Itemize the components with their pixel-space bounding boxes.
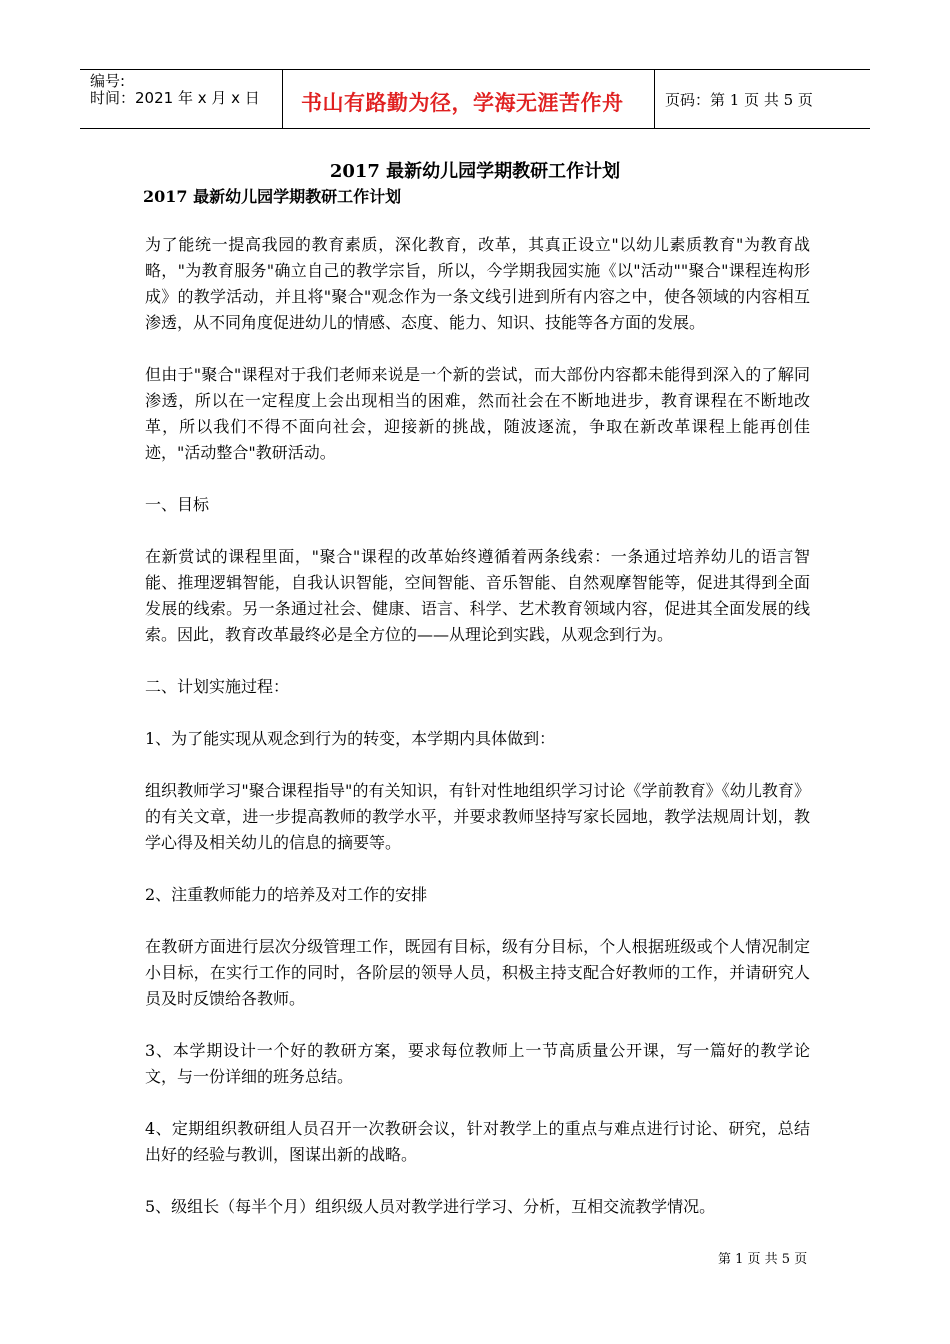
document-time-label: 时间：2021 年 x 月 x 日	[90, 89, 260, 107]
list-item: 2、注重教师能力的培养及对工作的安排	[145, 885, 428, 904]
body-paragraph: 但由于"聚合"课程对于我们老师来说是一个新的尝试，而大部份内容都未能得到深入的了解同渗透，所以在一定程度上会出现相当的困难，然而社会在不断地进步，教育课程在不断地改革，所以我们不得不面向社会，迎接新的挑战，随波逐流，争取在新改革课程上能再创佳迹，"活动整合"教研活动。	[145, 365, 810, 462]
list-item: 4、定期组织教研组人员召开一次教研会议，针对教学上的重点与难点进行讨论、研究，总结出好的经验与教训，图谋出新的战略。	[145, 1119, 810, 1164]
body-paragraph: 在教研方面进行层次分级管理工作，既园有目标，级有分目标，个人根据班级或个人情况制定小目标，在实行工作的同时，各阶层的领导人员，积极主持支配合好教师的工作，并请研究人员及时反馈给各教师。	[145, 937, 810, 1008]
body-paragraph: 在新赏试的课程里面，"聚合"课程的改革始终遵循着两条线索：一条通过培养幼儿的语言智能、推理逻辑智能，自我认识智能，空间智能、音乐智能、自然观摩智能等，促进其得到全面发展的线索。另一条通过社会、健康、语言、科学、艺术教育领域内容，促进其全面发展的线索。因此，教育改革最终必是全方位的——从理论到实践，从观念到行为。	[145, 547, 810, 644]
body-paragraph: 为了能统一提高我园的教育素质，深化教育，改革，其真正设立"以幼儿素质教育"为教育战略，"为教育服务"确立自己的教学宗旨，所以，今学期我园实施《以"活动""聚合"课程连构形成》的教学活动，并且将"聚合"观念作为一条文线引进到所有内容之中，使各领域的内容相互渗透，从不同角度促进幼儿的情感、态度、能力、知识、技能等各方面的发展。	[145, 235, 810, 332]
page-footer: 第 1 页 共 5 页	[718, 1252, 808, 1267]
document-number-label: 编号:	[90, 72, 126, 90]
page-header	[80, 69, 870, 129]
body-paragraph: 组织教师学习"聚合课程指导"的有关知识，有针对性地组织学习讨论《学前教育》《幼儿教育》的有关文章，进一步提高教师的教学水平，并要求教师坚持写家长园地，教学法规周计划，教学心得及相关幼儿的信息的摘要等。	[145, 781, 810, 852]
document-subtitle: 2017 最新幼儿园学期教研工作计划	[143, 187, 402, 206]
header-page-info: 页码：第 1 页 共 5 页	[665, 91, 813, 109]
list-item: 5、级组长（每半个月）组织级人员对教学进行学习、分析，互相交流教学情况。	[145, 1197, 716, 1216]
list-item: 3、本学期设计一个好的教研方案，要求每位教师上一节高质量公开课，写一篇好的教学论文，与一份详细的班务总结。	[145, 1041, 810, 1086]
header-page-cell	[655, 70, 870, 128]
section-heading: 二、计划实施过程：	[145, 677, 290, 696]
header-meta	[80, 70, 282, 128]
document-title: 2017 最新幼儿园学期教研工作计划	[329, 161, 621, 182]
document-body	[145, 232, 810, 1246]
header-motto: 书山有路勤为径，学海无涯苦作舟	[301, 91, 624, 115]
section-heading: 一、目标	[145, 495, 210, 514]
header-motto-cell	[282, 70, 655, 128]
list-item: 1、为了能实现从观念到行为的转变，本学期内具体做到：	[145, 729, 556, 748]
